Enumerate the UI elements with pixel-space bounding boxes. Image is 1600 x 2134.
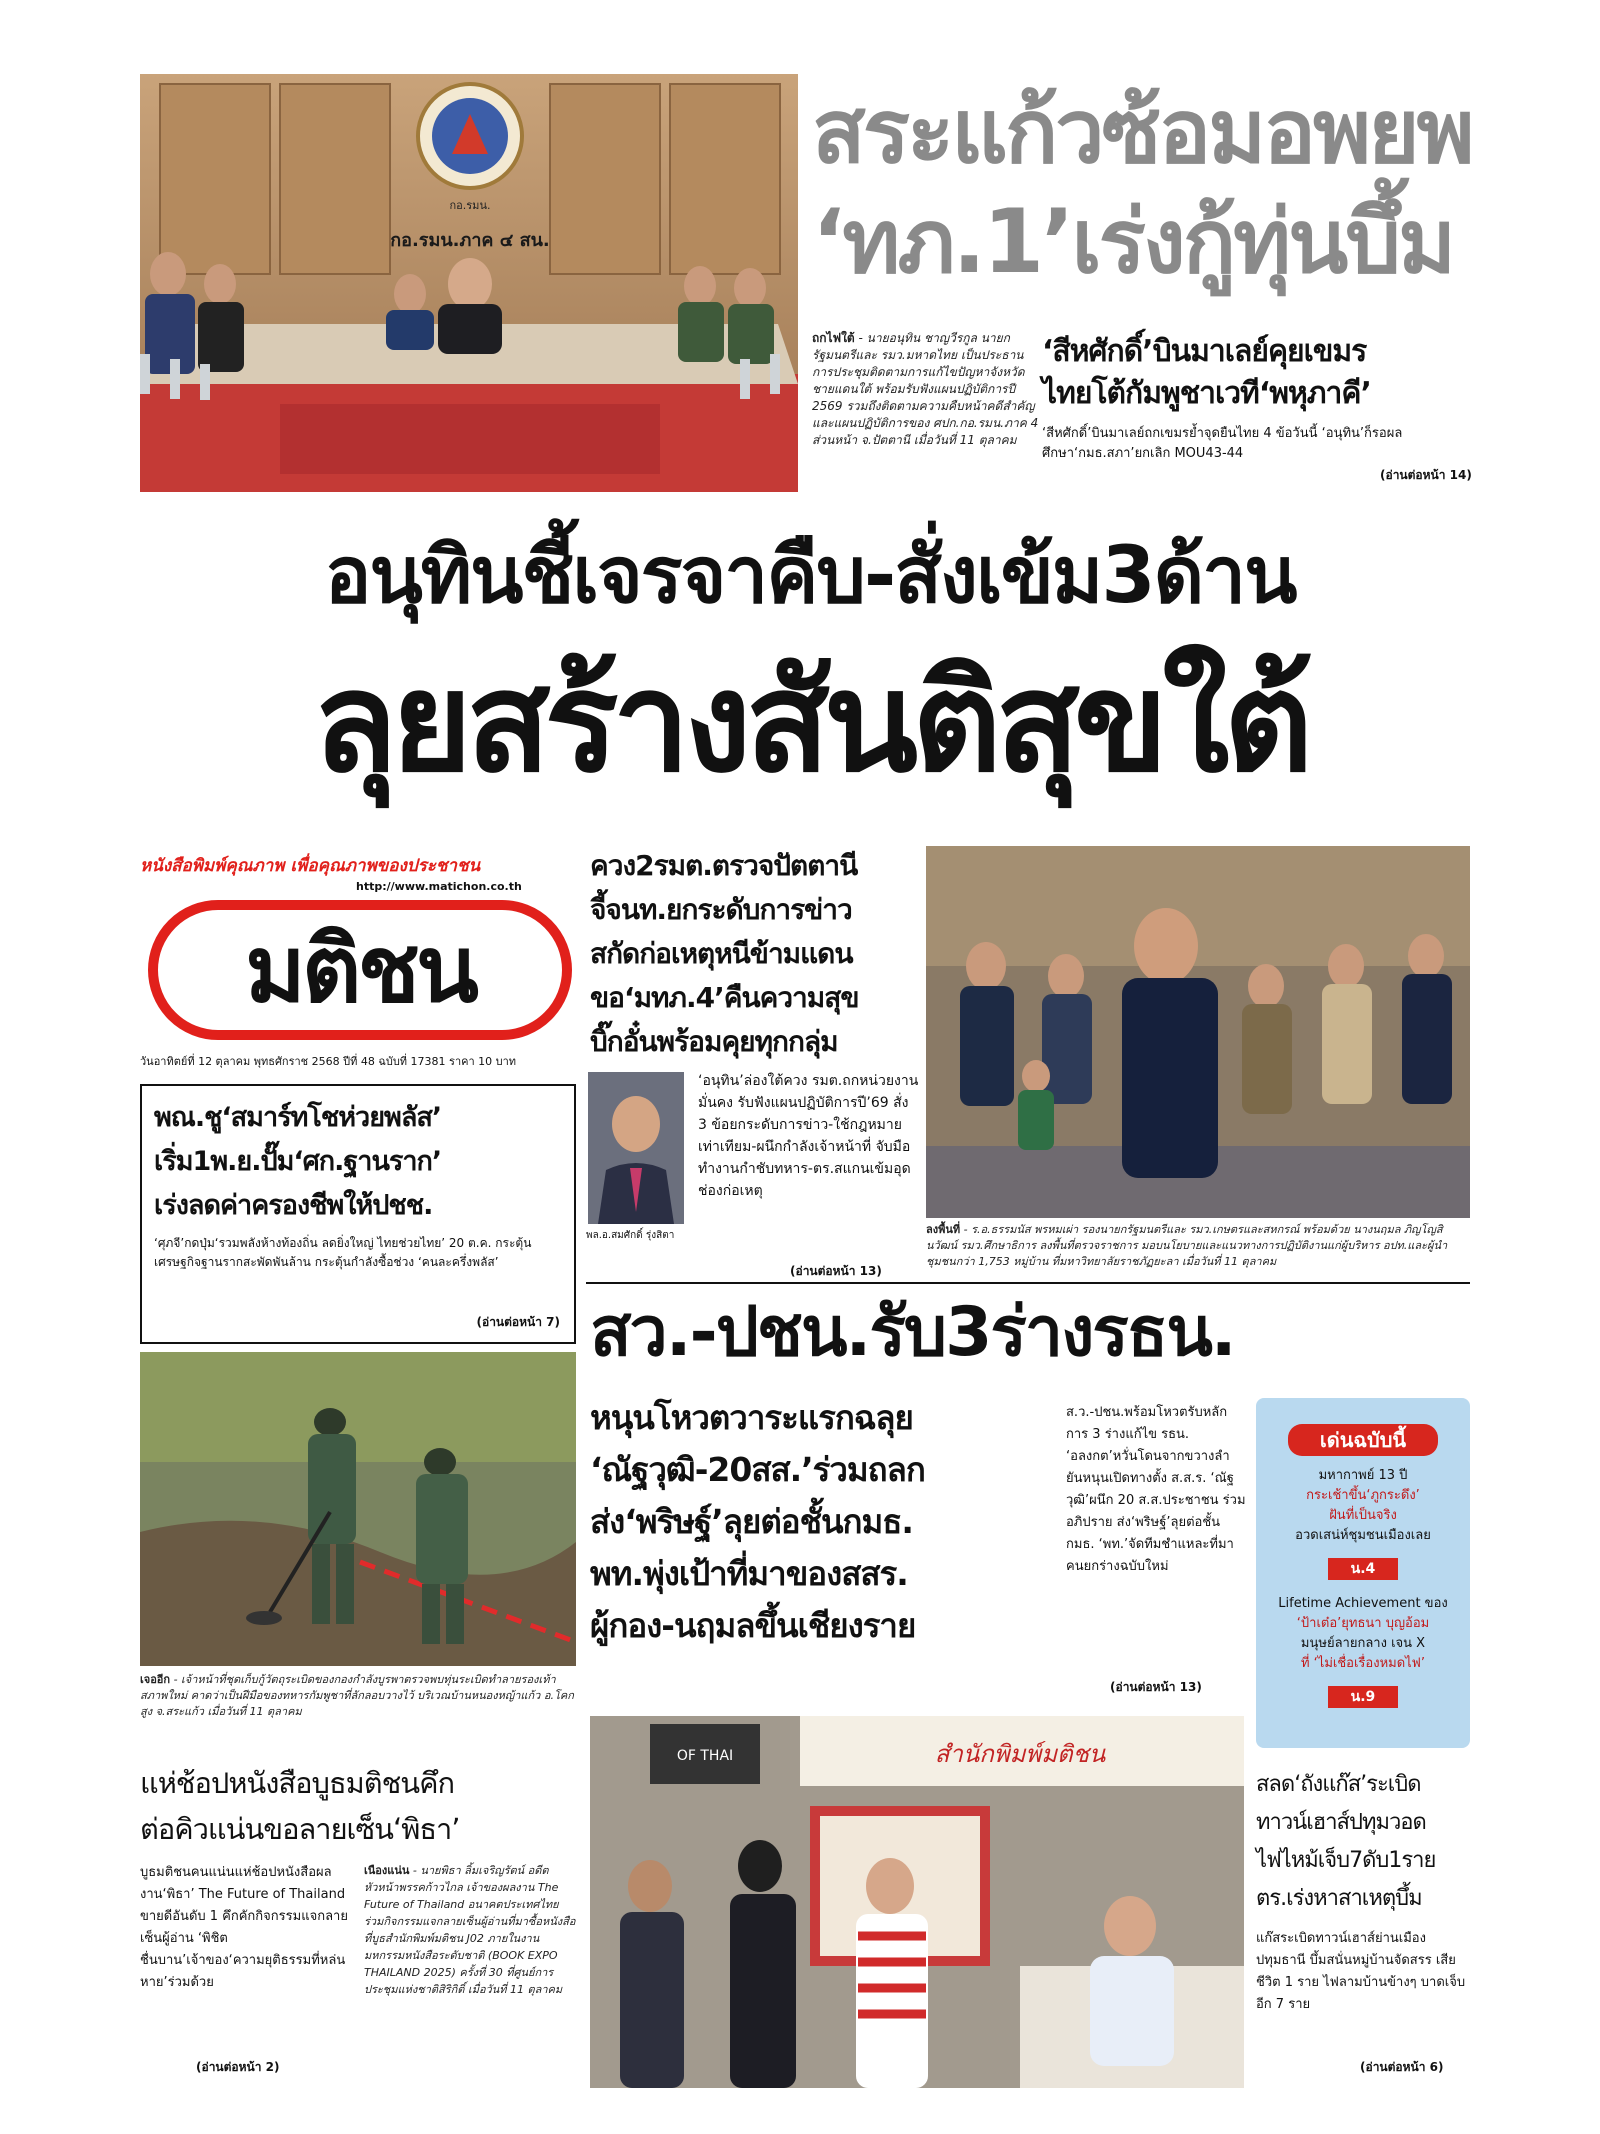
- book-sign-text: OF THAI: [676, 1748, 734, 1764]
- top-story-headline-line1: สระแก้วซ้อมอพยพ: [812, 80, 1472, 183]
- main-headline-line1: อนุทินชี้เจรจาคืบ-สั่งเข้ม3ด้าน: [324, 531, 1296, 621]
- masthead-logo: [148, 900, 572, 1040]
- lead-deck-line: สกัดก่อเหตุหนีข้ามแดน: [590, 937, 853, 970]
- caption-body: - นายอนุทิน ชาญวีรกูล นายกรัฐมนตรีและ รมว.มหาดไทย เป็นประธานการประชุมติดตามการแก้ไขปัญหาจังหวัดชายแดนใต้ พร้อมรับฟังแผนปฏิบัติการปี 2569 รวมถึงติดตามความคืบหน้าคดีสำคัญ และแผนปฏิบัติการของ ศปก.กอ.รมน.ภาค 4 ส่วนหน้า จ.ปัตตานี เมื่อวันที่ 11 ตุลาคม: [812, 331, 1039, 447]
- highlight-line: มนุษย์ลายกลาง เจน X: [1300, 1636, 1426, 1651]
- highlights-title: เด่นฉบับนี้: [1288, 1424, 1438, 1456]
- book-headline-line: ต่อคิวแน่นขอลายเซ็น‘พิธา’: [140, 1812, 460, 1846]
- soldiers-photo: [140, 1352, 576, 1666]
- commerce-headline-line: เร่งลดค่าครองชีพให้ปชช.: [154, 1190, 433, 1221]
- top-story-headline-line2: ‘ทภ.1’เร่งกู้ทุ่นบึ้ม: [812, 190, 1454, 293]
- commerce-readmore[interactable]: (อ่านต่อหน้า 7): [476, 1315, 560, 1329]
- booth-sign-text: สำนักพิมพ์มติชน: [934, 1740, 1106, 1768]
- highlight-line: อวดเสน่ห์ชุมชนเมืองเลย: [1295, 1528, 1431, 1543]
- sub-story-body: ‘สีหศักดิ์’บินมาเลย์ถกเขมรย้ำจุดยืนไทย 4 ข้อวันนี้ ‘อนุทิน’ก็รอผลศึกษา‘กมธ.สภา’ยกเลิก MOU43-44: [1042, 426, 1403, 461]
- lead-story-body: ‘อนุทิน’ล่องใต้ควง รมต.ถกหน่วยงานมั่นคง รับฟังแผนปฏิบัติการปี’69 สั่ง 3 ข้อยกระดับการข่าว-ใช้กฎหมายเท่าเทียม-ผนึกกำลังเจ้าหน้าที่ จับมือทำงานกำชับทหาร-ตร.สแกนเข้มอุดช่องก่อเหตุ: [698, 1073, 919, 1199]
- fire-headline-line: สลด‘ถังแก๊ส’ระเบิด: [1256, 1772, 1421, 1797]
- soldiers-photo-caption: [140, 1672, 576, 1720]
- fire-story-body: แก๊สระเบิดทาวน์เฮาส์ย่านเมืองปทุมธานี บึ้มสนั่นหมู่บ้านจัดสรร เสียชีวิต 1 ราย ไฟลามบ้านข้างๆ บาดเจ็บอีก 7 ราย: [1256, 1931, 1466, 2012]
- book-fair-illustration: [590, 1716, 1244, 2088]
- masthead-slogan: หนังสือพิมพ์คุณภาพ เพื่อคุณภาพของประชาชน: [140, 856, 481, 876]
- lead-deck-line: บิ๊กอั๋นพร้อมคุยทุกกลุ่ม: [590, 1025, 838, 1058]
- caption-body: - ร.อ.ธรรมนัส พรหมเผ่า รองนายกรัฐมนตรีและ รมว.เกษตรและสหกรณ์ พร้อมด้วย นางนฤมล ภิญโญสินวัฒน์ รมว.ศึกษาธิการ ลงพื้นที่ตรวจราชการ มอบนโยบายและแนวทางการปฏิบัติงานแก่ผู้บริหาร อปท.และผู้นำชุมชนกว่า 1,753 หมู่บ้าน ที่มหาวิทยาลัยราชภัฏยะลา เมื่อวันที่ 11 ตุลาคม: [926, 1223, 1448, 1268]
- caption-lead: ถกไฟใต้: [812, 331, 855, 345]
- sub-headline-line1: ‘สีหศักดิ์’บินมาเลย์คุยเขมร: [1042, 334, 1367, 369]
- constitution-deck-line: หนุนโหวตวาระแรกฉลุย: [590, 1398, 913, 1437]
- main-headline-line2: ลุยสร้างสันติสุขใต้: [312, 642, 1308, 803]
- book-story-headline: [140, 1760, 580, 1852]
- book-story-body: บูธมติชนคนแน่นแห่ช้อปหนังสือผลงาน‘พิธา’ The Future of Thailand ขายดีอันดับ 1 คึกคักกิจกรรมแจกลายเซ็นผู้อ่าน ‘พิชิต ชื่นบาน’เจ้าของ‘ความยุติธรรมที่หล่นหาย’ร่วมด้วย: [140, 1865, 348, 1990]
- fire-headline-line: ทาวน์เฮาส์ปทุมวอด: [1256, 1810, 1426, 1835]
- highlight-line: กระเช้าขึ้น‘ภูกระดึง’: [1306, 1488, 1420, 1503]
- highlight-line: ฝันที่เป็นจริง: [1329, 1508, 1397, 1523]
- fire-headline-line: ตร.เร่งหาสาเหตุบึ้ม: [1256, 1886, 1422, 1911]
- highlight-item-1[interactable]: [1256, 1466, 1470, 1546]
- meeting-photo: [140, 74, 798, 492]
- commerce-story-box: [140, 1084, 576, 1344]
- highlight-line: มหากาพย์ 13 ปี: [1318, 1468, 1408, 1483]
- masthead-url[interactable]: http://www.matichon.co.th: [356, 880, 522, 893]
- highlight-page-badge[interactable]: น.4: [1328, 1558, 1398, 1580]
- book-fair-photo: [590, 1716, 1244, 2088]
- book-headline-line: แห่ช้อปหนังสือบูธมติชนคึก: [140, 1766, 455, 1800]
- caption-lead: เจออีก: [140, 1673, 171, 1686]
- highlight-line: ‘ป้าเต๋อ’ยุทธนา บุญอ้อม: [1296, 1616, 1430, 1631]
- lead-photo-illustration: [926, 846, 1470, 1218]
- sub-story-readmore[interactable]: (อ่านต่อหน้า 14): [1380, 468, 1472, 482]
- fire-story-headline: [1256, 1766, 1476, 1918]
- constitution-headline: สว.-ปชน.รับ3ร่างรธน.: [590, 1293, 1235, 1372]
- constitution-deck-line: พท.พุ่งเป้าที่มาของสสร.: [590, 1554, 908, 1593]
- fire-story-readmore[interactable]: (อ่านต่อหน้า 6): [1360, 2060, 1444, 2074]
- lead-photo: [926, 846, 1470, 1218]
- portrait-photo: [588, 1072, 684, 1224]
- caption-lead: ลงพื้นที่: [926, 1223, 961, 1236]
- highlight-item-2[interactable]: [1256, 1594, 1470, 1674]
- section-divider: [586, 1282, 1470, 1284]
- lead-deck-line: ขอ‘มทภ.4’คืนความสุข: [590, 981, 859, 1014]
- meeting-banner-text: กอ.รมน.ภาค ๔ สน.: [390, 230, 550, 251]
- constitution-deck-line: ผู้กอง-นฤมลขึ้นเชียงราย: [590, 1606, 916, 1645]
- caption-body: - นายพิธา ลิ้มเจริญรัตน์ อดีตหัวหน้าพรรคก้าวไกล เจ้าของผลงาน The Future of Thailand อนาคตประเทศไทย ร่วมกิจกรรมแจกลายเซ็นผู้อ่านที่มาซื้อหนังสือที่บูธสำนักพิมพ์มติชน J02 ภายในงานมหกรรมหนังสือระดับชาติ (BOOK EXPO THAILAND 2025) ครั้งที่ 30 ที่ศูนย์การประชุมแห่งชาติสิริกิติ์ เมื่อวันที่ 11 ตุลาคม: [364, 1864, 576, 1996]
- constitution-deck-line: ส่ง‘พริษฐ์’ลุยต่อชั้นกมธ.: [590, 1502, 913, 1541]
- commerce-headline-line: พณ.ชู‘สมาร์ทโชห่วยพลัส’: [154, 1102, 442, 1133]
- highlight-line: Lifetime Achievement ของ: [1278, 1596, 1448, 1611]
- constitution-deck-line: ‘ณัฐวุฒิ-20สส.’ร่วมถลก: [590, 1450, 925, 1489]
- lead-photo-caption: [926, 1222, 1470, 1270]
- book-story-readmore[interactable]: (อ่านต่อหน้า 2): [196, 2060, 280, 2074]
- soldiers-photo-illustration: [140, 1352, 576, 1666]
- meeting-photo-illustration: [140, 74, 798, 492]
- meeting-photo-caption: [812, 330, 1042, 449]
- sub-headline-line2: ไทยโต้กัมพูชาเวที‘พหุภาคี’: [1042, 376, 1371, 411]
- constitution-readmore[interactable]: (อ่านต่อหน้า 13): [1110, 1680, 1202, 1694]
- lead-deck-line: ควง2รมต.ตรวจปัตตานี: [590, 849, 858, 882]
- emblem-caption: กอ.รมน.: [449, 199, 491, 212]
- fire-headline-line: ไฟไหม้เจ็บ7ดับ1ราย: [1256, 1848, 1436, 1873]
- caption-body: - เจ้าหน้าที่ชุดเก็บกู้วัตถุระเบิดของกองกำลังบูรพาตรวจพบทุ่นระเบิดทำลายรองเท้าสภาพใหม่ คาดว่าเป็นฝีมือของทหารกัมพูชาที่ลักลอบวางไว้ บริเวณบ้านหนองหญ้าแก้ว อ.โคกสูง จ.สระแก้ว เมื่อวันที่ 11 ตุลาคม: [140, 1673, 574, 1718]
- portrait-caption: พล.อ.สมศักดิ์ รุ่งสิตา: [586, 1230, 675, 1241]
- commerce-headline-line: เริ่ม1พ.ย.ปั๊ม‘ศก.ฐานราก’: [154, 1146, 442, 1177]
- lead-deck-line: จี้จนท.ยกระดับการข่าว: [590, 893, 852, 926]
- lead-story-deck: [590, 844, 930, 1064]
- highlight-page-badge[interactable]: น.9: [1328, 1686, 1398, 1708]
- book-photo-caption: [364, 1862, 578, 1998]
- portrait-illustration: [588, 1072, 684, 1224]
- caption-lead: เนืองแน่น: [364, 1864, 410, 1877]
- constitution-deck: [590, 1392, 1060, 1652]
- lead-story-readmore[interactable]: (อ่านต่อหน้า 13): [790, 1264, 882, 1278]
- masthead-logo-text: มติชน: [245, 916, 475, 1023]
- highlight-line: ที่ ‘ไม่เชื่อเรื่องหมดไฟ’: [1300, 1656, 1426, 1671]
- constitution-body: ส.ว.-ปชน.พร้อมโหวตรับหลักการ 3 ร่างแก้ไข รธน. ‘อลงกต’หวั่นโดนจากขวางลำ ยันหนุนเปิดทางตั้ง ส.ส.ร. ‘ณัฐวุฒิ’ผนึก 20 ส.ส.ประชาชน ร่วมอภิปราย ส่ง‘พริษฐ์’ลุยต่อชั้น กมธ. ‘พท.’จัดทีมชำแหละที่มาคนยกร่างฉบับใหม่: [1066, 1405, 1246, 1574]
- commerce-body: ‘ศุภจี’กดปุ่ม‘รวมพลังห้างท้องถิ่น ลดยิ่งใหญ่ ไทยช่วยไทย’ 20 ต.ค. กระตุ้นเศรษฐกิจฐานรากสะพัดพันล้าน กระตุ้นกำลังซื้อช่วง ‘คนละครึ่งพลัส’: [154, 1236, 532, 1269]
- highlights-box: [1256, 1398, 1470, 1748]
- masthead-dateline: วันอาทิตย์ที่ 12 ตุลาคม พุทธศักราช 2568 ปีที่ 48 ฉบับที่ 17381 ราคา 10 บาท: [140, 1055, 517, 1068]
